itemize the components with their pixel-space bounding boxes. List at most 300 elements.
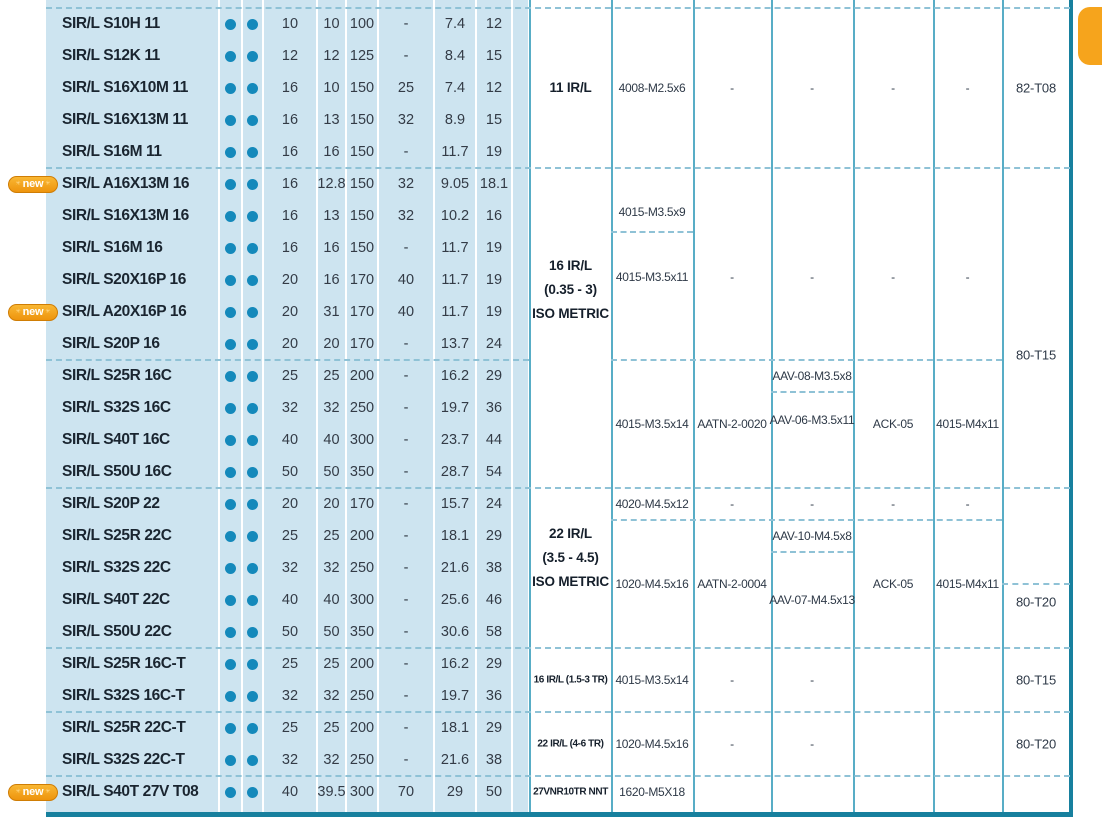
cell-value: -: [403, 336, 409, 352]
cell-value: 25: [281, 528, 299, 544]
new-badge: [8, 304, 58, 321]
insert-ref-cell: 80-T20: [1016, 736, 1056, 752]
feature-dot: [225, 691, 236, 702]
cell-value: 31: [323, 304, 340, 320]
cell-value: 40: [281, 432, 299, 448]
feature-dot: [247, 243, 258, 254]
cell-value: 11.7: [441, 144, 469, 160]
insert-ref-cell: 80-T20: [1016, 594, 1056, 610]
cell-value: 25: [281, 656, 299, 672]
feature-dot: [247, 83, 258, 94]
empty-dash-cell: -: [730, 81, 734, 95]
table-column-background: [513, 0, 528, 812]
cell-value: 40: [397, 304, 415, 320]
feature-dot: [247, 691, 258, 702]
model-name: SIR/L A20X16P 16: [62, 303, 187, 320]
cell-value: 40: [323, 592, 340, 608]
cell-value: 300: [349, 592, 375, 608]
cell-value: 15: [485, 112, 503, 128]
cell-value: 20: [281, 304, 299, 320]
cell-value: 21.6: [440, 752, 470, 768]
cell-value: 38: [485, 560, 503, 576]
cell-value: 21.6: [440, 560, 470, 576]
cell-value: 50: [323, 624, 340, 640]
model-name: SIR/L S20P 22: [62, 495, 160, 512]
model-name: SIR/L S40T 16C: [62, 431, 170, 448]
feature-dot: [247, 627, 258, 638]
feature-dot: [247, 115, 258, 126]
cell-value: 170: [349, 496, 375, 512]
cell-value: 32: [281, 400, 299, 416]
vertical-grid-line: [853, 0, 855, 812]
cell-value: 10.2: [440, 208, 470, 224]
part-number-cell: AAV-08-M3.5x8: [772, 369, 852, 383]
cell-value: 250: [349, 560, 375, 576]
feature-dot: [247, 403, 258, 414]
page-index-tab: [1078, 7, 1102, 65]
feature-dot: [225, 51, 236, 62]
cell-value: 12: [281, 48, 299, 64]
cell-value: 32: [397, 112, 415, 128]
feature-dot: [247, 51, 258, 62]
cell-value: 8.4: [444, 48, 466, 64]
cell-value: 20: [281, 336, 299, 352]
cell-value: 11.7: [441, 272, 469, 288]
size-group-label: [549, 76, 591, 100]
feature-dot: [225, 755, 236, 766]
cell-value: 44: [485, 432, 503, 448]
cell-value: 13.7: [440, 336, 470, 352]
size-group-label-line: 16 IR/L (1.5-3 TR): [533, 674, 608, 686]
feature-dot: [247, 307, 258, 318]
cell-value: 23.7: [440, 432, 470, 448]
cell-value: 350: [349, 624, 375, 640]
cell-value: 29: [485, 720, 503, 736]
new-badge-label: new: [22, 305, 44, 318]
cell-value: 32: [323, 400, 340, 416]
cell-value: 12: [323, 48, 340, 64]
cell-value: 25: [323, 720, 340, 736]
cell-value: 32: [397, 176, 415, 192]
table-right-border: [1069, 0, 1073, 817]
row-separator-dashed: [611, 231, 693, 233]
badge-star-icon: ✳: [15, 789, 21, 795]
cell-value: -: [403, 16, 409, 32]
part-number-cell: 4015-M3.5x9: [618, 205, 686, 219]
cell-value: 150: [349, 176, 375, 192]
cell-value: 32: [323, 752, 340, 768]
cell-value: -: [403, 240, 409, 256]
cell-value: 28.7: [440, 464, 470, 480]
size-group-label-line: 11 IR/L: [549, 80, 592, 95]
size-group-label-line: 22 IR/L (4-6 TR): [537, 738, 604, 750]
empty-dash-cell: -: [810, 270, 814, 284]
cell-value: 29: [446, 784, 464, 800]
feature-dot: [225, 211, 236, 222]
feature-dot: [247, 179, 258, 190]
cell-value: 18.1: [440, 528, 470, 544]
part-number-cell: AATN-2-0020: [697, 417, 767, 431]
row-separator-dashed: [771, 551, 853, 553]
model-name: SIR/L S40T 22C: [62, 591, 170, 608]
size-group-label: [534, 675, 608, 686]
part-number-cell: 4008-M2.5x6: [618, 81, 686, 95]
feature-dot: [225, 339, 236, 350]
part-number-cell: 4015-M3.5x14: [615, 673, 689, 687]
part-number-cell: 1620-M5X18: [619, 785, 685, 799]
part-number-cell: 4015-M4x11: [936, 577, 999, 591]
model-name: SIR/L S40T 27V T08: [62, 783, 199, 800]
insert-ref-cell: 80-T15: [1016, 672, 1056, 688]
cell-value: -: [403, 656, 409, 672]
part-number-cell: 4015-M4x11: [936, 417, 999, 431]
cell-value: 20: [323, 336, 340, 352]
cell-value: 25: [323, 528, 340, 544]
part-number-cell: 4015-M3.5x11: [615, 270, 689, 284]
cell-value: -: [403, 752, 409, 768]
feature-dot: [225, 563, 236, 574]
cell-value: -: [403, 432, 409, 448]
cell-value: 25: [281, 368, 299, 384]
cell-value: 50: [281, 464, 299, 480]
cell-value: 58: [485, 624, 503, 640]
feature-dot: [225, 499, 236, 510]
cell-value: 200: [349, 656, 375, 672]
cell-value: 16: [485, 208, 503, 224]
cell-value: 18.1: [440, 720, 470, 736]
part-number-cell: ACK-05: [872, 417, 914, 431]
cell-value: 29: [485, 368, 503, 384]
feature-dot: [225, 627, 236, 638]
model-name: SIR/L S32S 22C-T: [62, 751, 185, 768]
cell-value: 12.8: [317, 176, 346, 192]
cell-value: 19: [485, 304, 503, 320]
cell-value: 19.7: [440, 688, 470, 704]
cell-value: 40: [397, 272, 415, 288]
part-number-cell: 1020-M4.5x16: [615, 577, 689, 591]
feature-dot: [225, 659, 236, 670]
cell-value: 250: [349, 688, 375, 704]
cell-value: 32: [281, 560, 299, 576]
cell-value: 150: [349, 240, 375, 256]
feature-dot: [247, 563, 258, 574]
cell-value: 54: [485, 464, 503, 480]
cell-value: 20: [281, 272, 299, 288]
model-name: SIR/L S25R 22C-T: [62, 719, 186, 736]
part-number-cell: 4020-M4.5x12: [615, 497, 689, 511]
feature-dot: [247, 755, 258, 766]
vertical-grid-line: [693, 0, 695, 812]
new-badge: [8, 176, 58, 193]
empty-dash-cell: -: [810, 673, 814, 687]
feature-dot: [225, 179, 236, 190]
cell-value: 50: [281, 624, 299, 640]
feature-dot: [225, 531, 236, 542]
cell-value: 20: [323, 496, 340, 512]
model-name: SIR/L S10H 11: [62, 15, 160, 32]
cell-value: 150: [349, 112, 375, 128]
cell-value: 250: [349, 400, 375, 416]
size-group-label-line: ISO METRIC: [532, 574, 609, 589]
cell-value: -: [403, 592, 409, 608]
size-group-label-line: 16 IR/L: [549, 258, 592, 273]
cell-value: 36: [485, 688, 503, 704]
empty-dash-cell: -: [730, 497, 734, 511]
cell-value: 32: [281, 752, 299, 768]
feature-dot: [225, 243, 236, 254]
model-name: SIR/L S16X13M 16: [62, 207, 189, 224]
vertical-grid-line: [1002, 0, 1004, 812]
badge-star-icon: ✳: [15, 181, 21, 187]
cell-value: 25: [323, 368, 340, 384]
cell-value: 150: [349, 144, 375, 160]
cell-value: 150: [349, 208, 375, 224]
cell-value: 19.7: [440, 400, 470, 416]
model-name: SIR/L S32S 16C-T: [62, 687, 185, 704]
feature-dot: [247, 787, 258, 798]
cell-value: 25.6: [440, 592, 470, 608]
empty-dash-cell: -: [891, 497, 895, 511]
cell-value: 7.4: [444, 16, 466, 32]
cell-value: 40: [281, 592, 299, 608]
cell-value: 300: [349, 784, 375, 800]
part-number-cell: 4015-M3.5x14: [615, 417, 689, 431]
cell-value: 46: [485, 592, 503, 608]
feature-dot: [225, 307, 236, 318]
empty-dash-cell: -: [730, 673, 734, 687]
vertical-grid-line: [529, 0, 531, 812]
cell-value: 250: [349, 752, 375, 768]
cell-value: 300: [349, 432, 375, 448]
cell-value: 32: [397, 208, 415, 224]
feature-dot: [247, 467, 258, 478]
cell-value: 170: [349, 272, 375, 288]
feature-dot: [225, 147, 236, 158]
cell-value: 15: [485, 48, 503, 64]
size-group-label: [537, 739, 603, 750]
part-number-cell: AAV-07-M4.5x13: [769, 593, 855, 607]
cell-value: 8.9: [444, 112, 466, 128]
cell-value: 24: [485, 336, 503, 352]
size-group-label-line: 22 IR/L: [549, 526, 592, 541]
feature-dot: [247, 435, 258, 446]
cell-value: 19: [485, 272, 503, 288]
cell-value: 10: [323, 16, 340, 32]
new-badge-label: new: [22, 177, 44, 190]
badge-star-icon: ✳: [45, 309, 51, 315]
empty-dash-cell: -: [730, 737, 734, 751]
cell-value: -: [403, 464, 409, 480]
row-separator-dashed: [771, 391, 853, 393]
cell-value: 13: [323, 112, 340, 128]
row-separator-dashed: [611, 359, 1002, 361]
cell-value: 30.6: [440, 624, 470, 640]
cell-value: 16: [281, 144, 299, 160]
empty-dash-cell: -: [965, 497, 970, 511]
cell-value: -: [403, 48, 409, 64]
feature-dot: [247, 531, 258, 542]
table-bottom-border: [46, 812, 1073, 817]
feature-dot: [225, 403, 236, 414]
model-name: SIR/L S25R 16C: [62, 367, 172, 384]
cell-value: 19: [485, 240, 503, 256]
cell-value: 40: [323, 432, 340, 448]
model-name: SIR/L S16M 16: [62, 239, 163, 256]
cell-value: 16: [281, 240, 299, 256]
size-group-label-line: ISO METRIC: [532, 306, 609, 321]
cell-value: 9.05: [440, 176, 470, 192]
feature-dot: [225, 275, 236, 286]
model-name: SIR/L S20P 16: [62, 335, 160, 352]
row-separator-dashed: [611, 519, 1002, 521]
cell-value: 70: [397, 784, 415, 800]
cell-value: 12: [485, 16, 503, 32]
cell-value: -: [403, 496, 409, 512]
cell-value: -: [403, 144, 409, 160]
size-group-label: [532, 254, 609, 326]
empty-dash-cell: -: [891, 270, 895, 284]
part-number-cell: AAV-10-M4.5x8: [772, 529, 852, 543]
cell-value: 200: [349, 368, 375, 384]
cell-value: 16.2: [440, 656, 470, 672]
model-name: SIR/L S50U 16C: [62, 463, 172, 480]
insert-ref-cell: 80-T15: [1016, 347, 1056, 363]
cell-value: 7.4: [444, 80, 466, 96]
feature-dot: [247, 211, 258, 222]
part-number-cell: AATN-2-0004: [697, 577, 767, 591]
cell-value: 40: [281, 784, 299, 800]
size-group-label-line: (3.5 - 4.5): [542, 550, 599, 565]
feature-dot: [247, 595, 258, 606]
size-group-label-line: 27VNR10TR NNT: [533, 786, 608, 798]
feature-dot: [247, 275, 258, 286]
empty-dash-cell: -: [810, 497, 814, 511]
cell-value: -: [403, 400, 409, 416]
cell-value: 20: [281, 496, 299, 512]
empty-dash-cell: -: [965, 81, 970, 95]
empty-dash-cell: -: [891, 81, 895, 95]
cell-value: 24: [485, 496, 503, 512]
feature-dot: [225, 787, 236, 798]
feature-dot: [247, 147, 258, 158]
model-name: SIR/L S50U 22C: [62, 623, 172, 640]
cell-value: 25: [323, 656, 340, 672]
cell-value: 16: [281, 112, 299, 128]
cell-value: 50: [323, 464, 340, 480]
vertical-grid-line: [771, 0, 773, 812]
model-name: SIR/L A16X13M 16: [62, 175, 190, 192]
cell-value: 16.2: [440, 368, 470, 384]
feature-dot: [247, 499, 258, 510]
cell-value: 11.7: [441, 304, 469, 320]
cell-value: 16: [281, 176, 299, 192]
size-group-label: [533, 787, 608, 798]
badge-star-icon: ✳: [45, 789, 51, 795]
feature-dot: [247, 723, 258, 734]
feature-dot: [225, 115, 236, 126]
feature-dot: [225, 435, 236, 446]
cell-value: 16: [281, 80, 299, 96]
cell-value: 10: [281, 16, 299, 32]
cell-value: -: [403, 688, 409, 704]
cell-value: 200: [349, 528, 375, 544]
model-name: SIR/L S16X13M 11: [62, 111, 189, 128]
model-name: SIR/L S32S 16C: [62, 399, 171, 416]
empty-dash-cell: -: [965, 270, 970, 284]
new-badge-label: new: [22, 785, 44, 798]
vertical-grid-line: [611, 0, 613, 812]
new-badge: [8, 784, 58, 801]
cell-value: 150: [349, 80, 375, 96]
cell-value: 39.5: [317, 784, 346, 800]
cell-value: 32: [323, 560, 340, 576]
feature-dot: [225, 467, 236, 478]
cell-value: 16: [323, 272, 340, 288]
feature-dot: [225, 19, 236, 30]
cell-value: 10: [323, 80, 340, 96]
cell-value: 25: [281, 720, 299, 736]
cell-value: 15.7: [440, 496, 470, 512]
vertical-grid-line: [933, 0, 935, 812]
part-number-cell: ACK-05: [872, 577, 914, 591]
feature-dot: [247, 339, 258, 350]
cell-value: 29: [485, 656, 503, 672]
feature-dot: [247, 371, 258, 382]
cell-value: -: [403, 528, 409, 544]
model-name: SIR/L S32S 22C: [62, 559, 171, 576]
cell-value: 38: [485, 752, 503, 768]
cell-value: 125: [349, 48, 375, 64]
cell-value: -: [403, 560, 409, 576]
part-number-cell: AAV-06-M3.5x11: [769, 413, 855, 427]
feature-dot: [225, 83, 236, 94]
cell-value: -: [403, 624, 409, 640]
model-name: SIR/L S25R 16C-T: [62, 655, 186, 672]
model-name: SIR/L S16M 11: [62, 143, 162, 160]
empty-dash-cell: -: [730, 270, 734, 284]
cell-value: 100: [349, 16, 375, 32]
cell-value: 16: [323, 240, 340, 256]
cell-value: 32: [323, 688, 340, 704]
model-name: SIR/L S20X16P 16: [62, 271, 187, 288]
cell-value: 25: [397, 80, 415, 96]
cell-value: 12: [485, 80, 503, 96]
part-number-cell: 1020-M4.5x16: [615, 737, 689, 751]
feature-dot: [247, 659, 258, 670]
cell-value: 36: [485, 400, 503, 416]
model-name: SIR/L S12K 11: [62, 47, 160, 64]
badge-star-icon: ✳: [45, 181, 51, 187]
cell-value: 16: [281, 208, 299, 224]
insert-ref-cell: 82-T08: [1016, 80, 1056, 96]
cell-value: 13: [323, 208, 340, 224]
cell-value: 170: [349, 304, 375, 320]
feature-dot: [225, 371, 236, 382]
cell-value: 350: [349, 464, 375, 480]
model-name: SIR/L S16X10M 11: [62, 79, 189, 96]
cell-value: 19: [485, 144, 503, 160]
model-name: SIR/L S25R 22C: [62, 527, 172, 544]
feature-dot: [247, 19, 258, 30]
size-group-label-line: (0.35 - 3): [544, 282, 597, 297]
size-group-label: [532, 522, 609, 594]
cell-value: 170: [349, 336, 375, 352]
cell-value: 18.1: [479, 176, 509, 192]
cell-value: 50: [485, 784, 503, 800]
feature-dot: [225, 595, 236, 606]
cell-value: 16: [323, 144, 340, 160]
feature-dot: [225, 723, 236, 734]
